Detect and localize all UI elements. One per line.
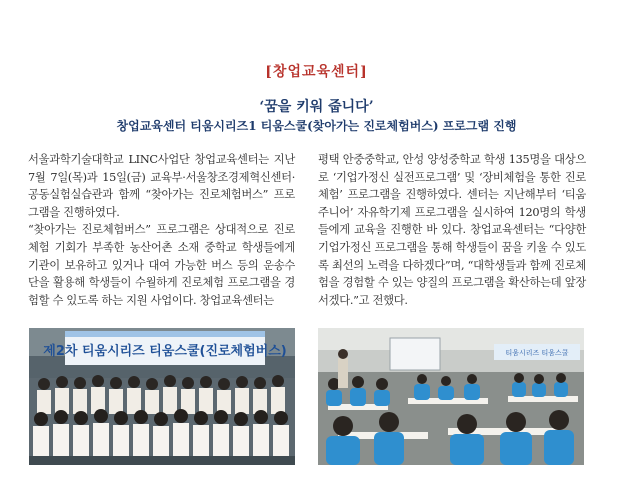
- classroom-banner-text: 티움시리즈 티움스쿨: [505, 349, 569, 357]
- paragraph: 평택 안중중학교, 안성 양성중학교 학생 135명을 대상으로 ‘기업가정신 실전프로그램’ 및 ‘장비체험을 통한 진로체험’ 프로그램을 진행하였다. 센터는 지난해부터 ‘티움주니어’ 자유학기제 프로그램을 실시하여 120명의 학생들에게 교육을 진행한 바 있다. 창업교육센터는 “다양한 기업가정신 프로그램을 통해 학생들이 꿈을 키울 수 있도록 최선의 노력을 다하겠다”며, “대학생들과 함께 진로체험을 경험할 수 있는 양질의 프로그램을 확산하는데 앞장서겠다.”고 전했다.: [318, 153, 586, 307]
- group-photo-image: [29, 328, 295, 465]
- paragraph: “찾아가는 진로체험버스” 프로그램은 상대적으로 진로체험 기회가 부족한 농산어촌 소재 중학교 학생들에게 기관이 보유하고 있거나 대여 가능한 버스 등의 운송수단을 활용해 학생들이 수월하게 진로체험 프로그램을 경험할 수 있도록 하는 지원 사업이다. 창업교육센터는: [28, 223, 295, 307]
- speaker: [338, 358, 348, 388]
- article-column-left: [28, 151, 295, 309]
- classroom-photo: [318, 328, 584, 465]
- group-photo: [29, 328, 295, 465]
- article-headline: ‘꿈을 키워 줍니다’: [259, 99, 374, 115]
- banner-text: 제2차 티움시리즈 티움스쿨(진로체험버스): [43, 344, 287, 359]
- projector-screen: [390, 338, 440, 370]
- article-column-right: [318, 151, 586, 309]
- section-label: [창업교육센터]: [265, 64, 368, 80]
- classroom-photo-image: [318, 328, 584, 465]
- article-subhead: 창업교육센터 티움시리즈1 티움스쿨(찾아가는 진로체험버스) 프로그램 진행: [116, 119, 517, 133]
- students-crowd: [29, 375, 295, 465]
- paragraph: 서울과학기술대학교 LINC사업단 창업교육센터는 지난 7월 7일(목)과 15일(금) 교육부·서울창조경제혁신센터·공동실험실습관과 함께 “찾아가는 진로체험버스” 프로그램을 진행하였다.: [28, 153, 295, 219]
